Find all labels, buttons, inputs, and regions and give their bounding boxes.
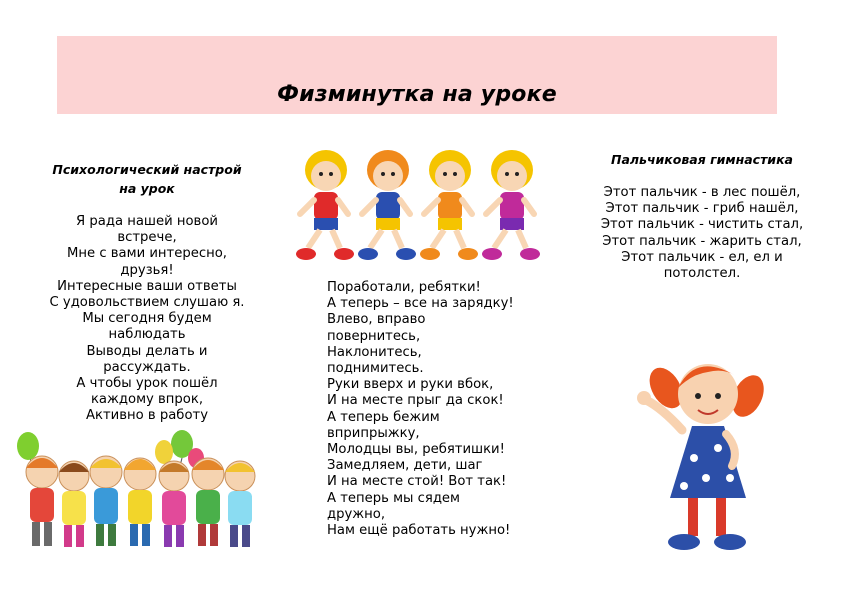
poem-line: А чтобы урок пошёл bbox=[76, 376, 218, 392]
poem-line: С удовольствием слушаю я. bbox=[49, 295, 245, 311]
right-poem bbox=[586, 185, 818, 282]
poem-line: дружно, bbox=[327, 506, 386, 522]
poem-line: Руки вверх и руки вбок, bbox=[327, 377, 494, 393]
poem-line: Замедляем, дети, шаг bbox=[327, 458, 483, 474]
poem-line: Этот пальчик - в лес пошёл, bbox=[603, 185, 801, 200]
poem-line: поднимитесь. bbox=[327, 361, 424, 377]
poem-line: А теперь бежим bbox=[327, 409, 440, 425]
poem-line: вприпрыжку, bbox=[327, 425, 420, 441]
poem-line: И на месте прыг да скок! bbox=[327, 393, 504, 409]
right-column bbox=[586, 150, 818, 282]
poem-line: Этот пальчик - чистить стал, bbox=[600, 217, 804, 233]
right-title: Пальчиковая гимнастика bbox=[610, 152, 793, 167]
poem-line: Выводы делать и bbox=[86, 343, 208, 359]
poem-line: Наклонитесь, bbox=[327, 344, 422, 360]
left-title: Психологический настрой на урок bbox=[52, 162, 242, 196]
poem-line: А теперь – все на зарядку! bbox=[327, 296, 514, 312]
poem-line: Нам ещё работать нужно! bbox=[327, 523, 511, 539]
poem-line: потолстел. bbox=[663, 266, 741, 282]
children-with-balloons-icon bbox=[14, 428, 260, 560]
poem-line: Этот пальчик - жарить стал, bbox=[602, 233, 802, 249]
left-column bbox=[34, 160, 260, 425]
poem-line: встрече, bbox=[117, 230, 177, 246]
poem-line: Мы сегодня будем bbox=[82, 311, 212, 327]
marching-children-icon bbox=[296, 144, 542, 268]
left-poem bbox=[34, 214, 260, 425]
waving-girl-icon bbox=[636, 338, 766, 560]
poem-line: Интересные ваши ответы bbox=[57, 278, 237, 294]
middle-poem bbox=[327, 280, 567, 539]
poem-line: каждому впрок, bbox=[90, 392, 204, 408]
poem-line: А теперь мы сядем bbox=[327, 490, 460, 506]
poem-line: Активно в работу bbox=[86, 408, 208, 424]
poem-line: друзья! bbox=[120, 262, 174, 278]
poem-line: Этот пальчик - гриб нашёл, bbox=[605, 201, 799, 217]
poem-line: Я рада нашей новой bbox=[76, 214, 218, 229]
poem-line: наблюдать bbox=[108, 327, 186, 343]
poem-line: повернитесь, bbox=[327, 328, 421, 344]
title-banner bbox=[57, 36, 777, 114]
poem-line: И на месте стой! Вот так! bbox=[327, 474, 507, 490]
poem-line: Мне с вами интересно, bbox=[67, 246, 227, 262]
poem-line: Поработали, ребятки! bbox=[327, 280, 481, 295]
poem-line: рассуждать. bbox=[103, 359, 191, 375]
poem-line: Влево, вправо bbox=[327, 312, 426, 328]
page-title: Физминутка на уроке bbox=[277, 82, 557, 107]
poem-line: Этот пальчик - ел, ел и bbox=[621, 249, 783, 265]
poem-line: Молодцы вы, ребятишки! bbox=[327, 442, 505, 458]
